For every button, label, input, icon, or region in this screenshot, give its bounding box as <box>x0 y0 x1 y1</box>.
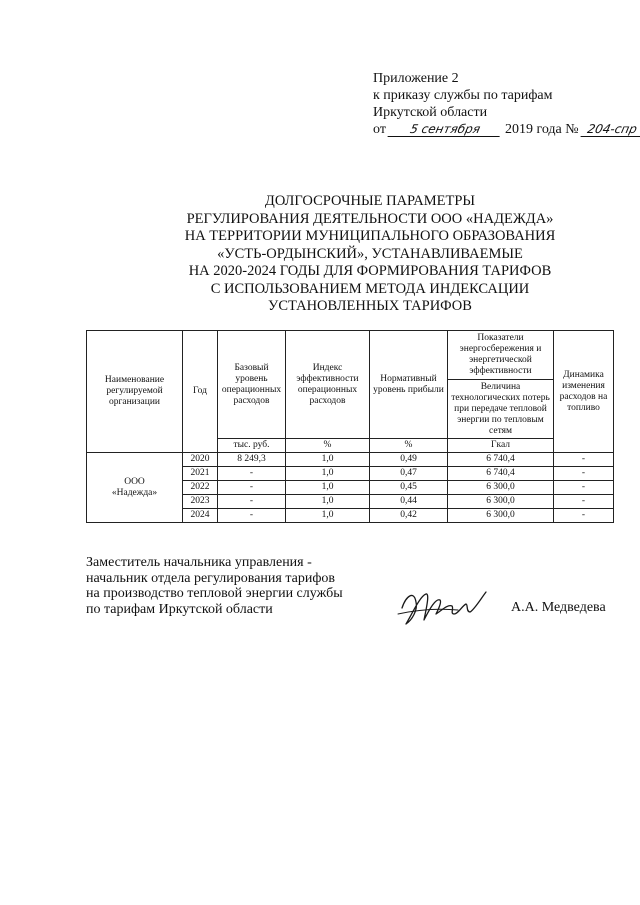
unit-index: % <box>286 439 370 453</box>
appendix-line-2: к приказу службы по тарифам <box>373 88 553 103</box>
base-cell: - <box>218 509 286 523</box>
unit-losses: Гкал <box>448 439 554 453</box>
unit-profit: % <box>370 439 448 453</box>
appendix-order-line <box>373 121 639 138</box>
base-cell: - <box>218 467 286 481</box>
profit-cell: 0,49 <box>370 453 448 467</box>
header-org: Наименование регулируемой организации <box>87 331 183 453</box>
header-row-1 <box>87 331 614 380</box>
index-cell: 1,0 <box>286 481 370 495</box>
losses-cell: 6 740,4 <box>448 467 554 481</box>
dynamics-cell: - <box>554 509 614 523</box>
profit-cell: 0,44 <box>370 495 448 509</box>
appendix-line-1: Приложение 2 <box>373 71 459 86</box>
year-cell: 2022 <box>183 481 218 495</box>
header-base-level: Базовый уровень операционных расходов <box>218 331 286 439</box>
profit-cell: 0,47 <box>370 467 448 481</box>
losses-cell: 6 740,4 <box>448 453 554 467</box>
base-cell: - <box>218 481 286 495</box>
base-cell: 8 249,3 <box>218 453 286 467</box>
appendix-header <box>373 70 639 138</box>
index-cell: 1,0 <box>286 467 370 481</box>
org-name-line-2: «Надежда» <box>111 487 158 498</box>
header-losses: Величина технологических потерь при передаче тепловой энергии по тепловым сетям <box>448 380 554 439</box>
order-date-handwritten: 5 сентября <box>388 123 503 137</box>
org-name-line-1: ООО <box>124 476 145 487</box>
signatory-line-1: Заместитель начальника управления - <box>86 555 312 570</box>
year-cell: 2021 <box>183 467 218 481</box>
parameters-table <box>86 330 614 523</box>
profit-cell: 0,45 <box>370 481 448 495</box>
order-number-handwritten: 204-спр <box>581 123 640 137</box>
index-cell: 1,0 <box>286 453 370 467</box>
table-row <box>87 453 614 467</box>
order-from-prefix: от <box>373 122 386 137</box>
year-cell: 2024 <box>183 509 218 523</box>
year-cell: 2023 <box>183 495 218 509</box>
signatory-line-2: начальник отдела регулирования тарифов <box>86 570 336 586</box>
header-year: Год <box>183 331 218 453</box>
dynamics-cell: - <box>554 481 614 495</box>
title-line-7: УСТАНОВЛЕННЫХ ТАРИФОВ <box>268 298 472 314</box>
document-title <box>120 193 620 316</box>
header-efficiency-index: Индекс эффективности операционных расходов <box>286 331 370 439</box>
profit-cell: 0,42 <box>370 509 448 523</box>
header-energy-group: Показатели энергосбережения и энергетической эффективности <box>448 331 554 380</box>
signatory-line-3: на производство тепловой энергии службы <box>86 586 343 601</box>
title-line-5: НА 2020-2024 ГОДЫ ДЛЯ ФОРМИРОВАНИЯ ТАРИФОВ <box>188 263 552 279</box>
order-year-text: 2019 года № <box>504 122 579 137</box>
header-fuel-dynamics: Динамика изменения расходов на топливо <box>554 331 614 453</box>
handwritten-signature <box>396 580 492 630</box>
dynamics-cell: - <box>554 495 614 509</box>
unit-base: тыс. руб. <box>218 439 286 453</box>
org-name-cell <box>87 453 183 523</box>
title-line-3: НА ТЕРРИТОРИИ МУНИЦИПАЛЬНОГО ОБРАЗОВАНИЯ <box>184 228 556 244</box>
base-cell: - <box>218 495 286 509</box>
year-cell: 2020 <box>183 453 218 467</box>
title-line-1: ДОЛГОСРОЧНЫЕ ПАРАМЕТРЫ <box>264 193 476 209</box>
dynamics-cell: - <box>554 467 614 481</box>
losses-cell: 6 300,0 <box>448 495 554 509</box>
losses-cell: 6 300,0 <box>448 481 554 495</box>
index-cell: 1,0 <box>286 509 370 523</box>
appendix-line-3: Иркутской области <box>373 105 488 120</box>
signatory-name: А.А. Медведева <box>511 600 606 615</box>
dynamics-cell: - <box>554 453 614 467</box>
title-line-2: РЕГУЛИРОВАНИЯ ДЕЯТЕЛЬНОСТИ ООО «НАДЕЖДА» <box>186 210 554 227</box>
signatory-position <box>86 555 343 617</box>
header-profit-level: Нормативный уровень прибыли <box>370 331 448 439</box>
title-line-4: «УСТЬ-ОРДЫНСКИЙ», УСТАНАВЛИВАЕМЫЕ <box>217 245 523 262</box>
signatory-line-4: по тарифам Иркутской области <box>86 601 273 617</box>
title-line-6: С ИСПОЛЬЗОВАНИЕМ МЕТОДА ИНДЕКСАЦИИ <box>210 280 530 297</box>
losses-cell: 6 300,0 <box>448 509 554 523</box>
index-cell: 1,0 <box>286 495 370 509</box>
